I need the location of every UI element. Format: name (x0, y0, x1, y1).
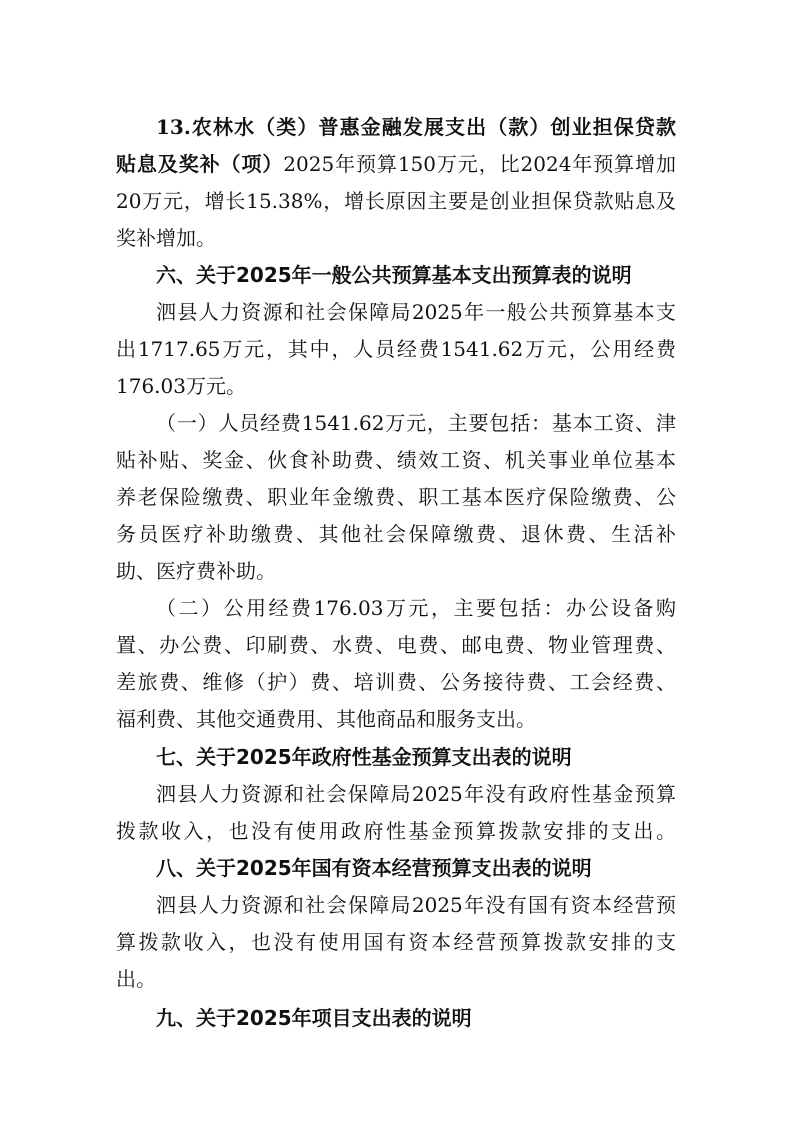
section-six-p1-line1: 泗县人力资源和社会保障局2025年一般公共预算基本支 (156, 300, 676, 324)
personnel-funds-line2: 贴补贴、奖金、伙食补助费、绩效工资、机关事业单位基本 (116, 448, 676, 472)
section-nine-heading: 九、关于2025年项目支出表的说明 (156, 1006, 472, 1030)
section-seven-heading: 七、关于2025年政府性基金预算支出表的说明 (156, 745, 572, 769)
section-eight-line2: 算拨款收入，也没有使用国有资本经营预算拨款安排的支 (116, 930, 676, 954)
section-eight-line1: 泗县人力资源和社会保障局2025年没有国有资本经营预 (156, 893, 676, 917)
section-six-p1-line2: 出1717.65万元，其中，人员经费1541.62万元，公用经费 (116, 337, 676, 361)
item13-heading-tail: 贴息及奖补（项） (116, 152, 284, 176)
item13-heading: 13.农林水（类）普惠金融发展支出（款）创业担保贷款 (156, 115, 676, 139)
personnel-funds-line4: 务员医疗补助缴费、其他社会保障缴费、退休费、生活补 (116, 522, 676, 546)
personnel-funds-line5: 助、医疗费补助。 (116, 559, 276, 583)
personnel-funds-line1: （一）人员经费1541.62万元，主要包括：基本工资、津 (156, 411, 676, 435)
section-eight-heading: 八、关于2025年国有资本经营预算支出表的说明 (156, 856, 592, 880)
section-six-heading: 六、关于2025年一般公共预算基本支出预算表的说明 (156, 263, 632, 287)
public-funds-line4: 福利费、其他交通费用、其他商品和服务支出。 (116, 707, 536, 731)
item13-line2 (116, 147, 676, 181)
item13-line4: 奖补增加。 (116, 226, 216, 250)
personnel-funds-line3: 养老保险缴费、职业年金缴费、职工基本医疗保险缴费、公 (116, 485, 676, 509)
public-funds-line2: 置、办公费、印刷费、水费、电费、邮电费、物业管理费、 (116, 633, 676, 657)
section-seven-line1: 泗县人力资源和社会保障局2025年没有政府性基金预算 (156, 782, 676, 806)
section-six-p1-line3: 176.03万元。 (116, 374, 246, 398)
section-seven-line2: 拨款收入，也没有使用政府性基金预算拨款安排的支出。 (116, 819, 676, 843)
section-eight-line3: 出。 (116, 967, 156, 991)
public-funds-line3: 差旅费、维修（护）费、培训费、公务接待费、工会经费、 (116, 670, 676, 694)
item13-line3: 20万元，增长15.38%，增长原因主要是创业担保贷款贴息及 (116, 189, 676, 213)
item13-line2-text: 2025年预算150万元，比2024年预算增加 (283, 152, 676, 176)
public-funds-line1: （二）公用经费176.03万元，主要包括：办公设备购 (156, 596, 676, 620)
